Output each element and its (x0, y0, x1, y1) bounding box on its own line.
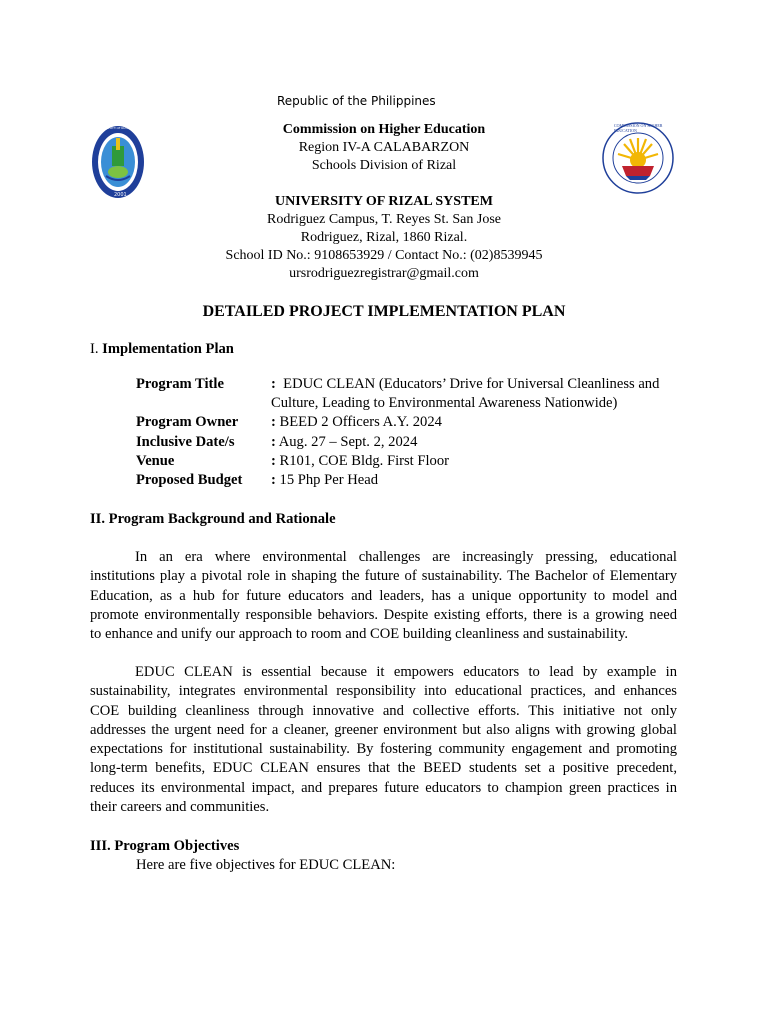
republic-line: Republic of the Philippines (277, 94, 436, 108)
detail-label: Proposed Budget (136, 472, 243, 488)
detail-label: Program Owner (136, 414, 239, 430)
detail-value: : EDUC CLEAN (Educators’ Drive for Universal Cleanliness and (271, 376, 660, 392)
objectives-intro: Here are five objectives for EDUC CLEAN: (136, 857, 396, 873)
rationale-paragraph-1: In an era where environmental challenges are increasingly pressing, educational institutions play a pivotal role in shaping the future of sustainability. The Bachelor of Elementary Education, as a hub for future educators and leaders, has a unique opportunity to model and promote environmentally responsible behaviors. Despite existing efforts, there is a growing need to enhance and unify our approach to room and COE building cleanliness and sustainability. (90, 549, 677, 643)
detail-label: Program Title (136, 376, 224, 392)
detail-label: Inclusive Date/s (136, 434, 235, 450)
contact-line: School ID No.: 9108653929 / Contact No.: (02)8539945 (225, 248, 543, 263)
commission-line: Commission on Higher Education (282, 122, 486, 137)
section-1-number: I. (90, 341, 99, 357)
region-line: Region IV-A CALABARZON (298, 140, 470, 155)
detail-value: : Aug. 27 – Sept. 2, 2024 (271, 434, 418, 450)
detail-value: : R101, COE Bldg. First Floor (271, 453, 450, 469)
university-seal-text: UNIVERSITY OF RIZAL SYSTEM 2001 (98, 126, 143, 198)
university-name: UNIVERSITY OF RIZAL SYSTEM (275, 194, 493, 209)
location-line: Rodriguez, Rizal, 1860 Rizal. (300, 230, 468, 245)
section-1-title: Implementation Plan (102, 341, 234, 357)
email-line: ursrodriguezregistrar@gmail.com (289, 266, 479, 281)
section-3-heading: III. Program Objectives (90, 838, 240, 854)
section-1-heading (90, 340, 234, 359)
detail-value-continued: Culture, Leading to Environmental Awareness Nationwide) (271, 395, 618, 411)
document-title: DETAILED PROJECT IMPLEMENTATION PLAN (202, 303, 566, 320)
division-line: Schools Division of Rizal (311, 158, 457, 173)
detail-value: : BEED 2 Officers A.Y. 2024 (271, 414, 442, 430)
ched-seal-text: COMMISSION ON HIGHER EDUCATION (614, 123, 663, 133)
section-2-heading: II. Program Background and Rationale (90, 511, 336, 527)
detail-label: Venue (136, 453, 175, 469)
campus-line: Rodriguez Campus, T. Reyes St. San Jose (267, 212, 501, 227)
rationale-paragraph-2: EDUC CLEAN is essential because it empowers educators to lead by example in sustainability, integrates environmental responsibility into educational practices, and enhances COE building cleanliness through innovative and collective efforts. This initiative not only addresses the urgent need for a cleaner, greener environment but also aligns with growing global expectations for institutional sustainability. By fostering community engagement and promoting long-term benefits, EDUC CLEAN ensures that the BEED students set a positive precedent, reduces its environmental impact, and prepares future educators to champion green practices in their careers and communities. (90, 664, 677, 816)
detail-value: : 15 Php Per Head (271, 472, 379, 488)
